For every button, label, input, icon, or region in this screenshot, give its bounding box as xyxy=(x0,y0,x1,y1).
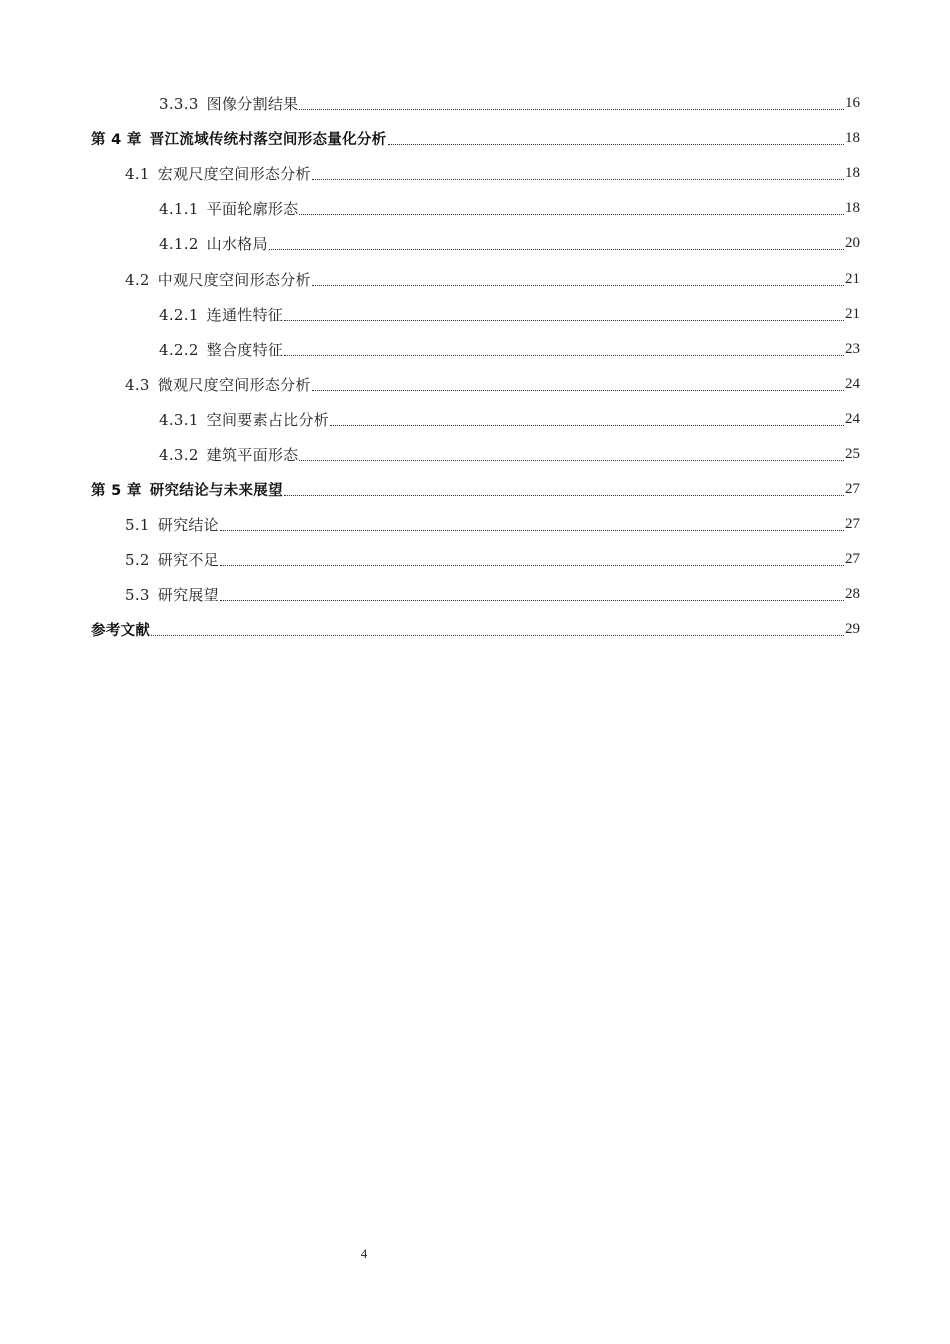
toc-entry-3-3-3[interactable] xyxy=(0,86,950,121)
toc-dot-leader xyxy=(284,495,844,496)
toc-dot-leader xyxy=(312,285,844,286)
toc-dot-leader xyxy=(388,144,845,145)
toc-section-title: 整合度特征 xyxy=(206,340,284,359)
toc-page-number: 18 xyxy=(845,165,860,182)
toc-section-title: 空间要素占比分析 xyxy=(206,410,330,429)
toc-entry-4-2-1[interactable] xyxy=(0,297,950,332)
toc-dot-leader xyxy=(312,390,844,391)
toc-dot-leader xyxy=(299,460,844,461)
toc-entry-5-1[interactable] xyxy=(0,507,950,542)
toc-entry-5-3[interactable] xyxy=(0,577,950,612)
toc-section-number: 5.3 xyxy=(125,586,150,605)
toc-entry-4-1-2[interactable] xyxy=(0,226,950,261)
toc-page-number: 18 xyxy=(845,130,860,147)
toc-section-title: 图像分割结果 xyxy=(206,95,299,114)
toc-section-title: 晋江流域传统村落空间形态量化分析 xyxy=(149,132,387,149)
table-of-contents xyxy=(0,86,950,648)
toc-section-number: 5.1 xyxy=(125,516,150,535)
toc-section-number: 4.2 xyxy=(125,270,150,289)
toc-section-title: 研究不足 xyxy=(157,551,219,570)
toc-section-number: 4.1.1 xyxy=(159,200,199,219)
toc-entry-label xyxy=(125,549,219,570)
toc-page-number: 16 xyxy=(845,95,860,112)
toc-page-number: 21 xyxy=(845,270,860,287)
page-number-footer: 4 xyxy=(360,1246,368,1261)
toc-entry-4-3[interactable] xyxy=(0,367,950,402)
toc-dot-leader xyxy=(312,179,844,180)
toc-page-number: 27 xyxy=(845,551,860,568)
toc-section-number: 4.3.1 xyxy=(159,410,199,429)
toc-section-number: 4.2.1 xyxy=(159,305,199,324)
toc-page-number: 28 xyxy=(845,586,860,603)
toc-dot-leader xyxy=(220,565,844,566)
toc-entry-label xyxy=(159,444,298,465)
toc-section-title: 研究结论 xyxy=(157,516,219,535)
toc-section-title: 微观尺度空间形态分析 xyxy=(157,375,311,394)
toc-dot-leader xyxy=(299,109,844,110)
toc-page-number: 20 xyxy=(845,235,860,252)
toc-entry-label xyxy=(91,619,150,640)
toc-page-number: 25 xyxy=(845,445,860,462)
toc-entry-label xyxy=(159,198,298,219)
toc-section-title: 连通性特征 xyxy=(206,305,284,324)
toc-section-number: 4.3 xyxy=(125,375,150,394)
toc-section-number: 第 4 章 xyxy=(91,132,142,149)
toc-entry-label xyxy=(125,269,311,290)
toc-dot-leader xyxy=(284,320,844,321)
toc-page-number: 27 xyxy=(845,481,860,498)
toc-section-number: 4.1 xyxy=(125,165,150,184)
toc-page-number: 23 xyxy=(845,340,860,357)
toc-entry-label xyxy=(159,409,329,430)
toc-section-number: 4.1.2 xyxy=(159,235,199,254)
toc-section-number: 4.3.2 xyxy=(159,445,199,464)
toc-entry-label xyxy=(125,374,311,395)
toc-dot-leader xyxy=(151,635,844,636)
toc-section-title: 平面轮廓形态 xyxy=(206,200,299,219)
toc-entry-4-3-2[interactable] xyxy=(0,437,950,472)
toc-section-title: 宏观尺度空间形态分析 xyxy=(157,165,311,184)
toc-section-title: 中观尺度空间形态分析 xyxy=(157,270,311,289)
toc-page-number: 24 xyxy=(845,410,860,427)
toc-entry-label xyxy=(91,479,283,500)
toc-dot-leader xyxy=(220,600,844,601)
toc-entry-4-3-1[interactable] xyxy=(0,402,950,437)
toc-entry-5-2[interactable] xyxy=(0,542,950,577)
toc-page-number: 18 xyxy=(845,200,860,217)
toc-entry-label xyxy=(159,233,268,254)
toc-entry-label xyxy=(91,128,387,149)
toc-entry-references[interactable] xyxy=(0,612,950,647)
toc-page-number: 27 xyxy=(845,516,860,533)
toc-entry-4-1[interactable] xyxy=(0,156,950,191)
toc-dot-leader xyxy=(220,530,844,531)
toc-page-number: 29 xyxy=(845,621,860,638)
toc-dot-leader xyxy=(284,355,844,356)
toc-entry-label xyxy=(125,163,311,184)
toc-page-number: 21 xyxy=(845,305,860,322)
toc-entry-label xyxy=(159,93,298,114)
toc-dot-leader xyxy=(269,249,844,250)
toc-section-number: 5.2 xyxy=(125,551,150,570)
toc-section-title: 山水格局 xyxy=(206,235,268,254)
toc-section-number: 4.2.2 xyxy=(159,340,199,359)
toc-section-number: 3.3.3 xyxy=(159,95,199,114)
toc-section-title: 参考文献 xyxy=(91,623,151,640)
toc-dot-leader xyxy=(330,425,844,426)
toc-page-number: 24 xyxy=(845,375,860,392)
toc-section-title: 研究结论与未来展望 xyxy=(149,483,283,500)
toc-dot-leader xyxy=(299,214,844,215)
toc-entry-chapter-4[interactable] xyxy=(0,121,950,156)
toc-entry-label xyxy=(125,514,219,535)
toc-section-title: 建筑平面形态 xyxy=(206,445,299,464)
toc-section-number: 第 5 章 xyxy=(91,483,142,500)
toc-entry-chapter-5[interactable] xyxy=(0,472,950,507)
toc-entry-4-2-2[interactable] xyxy=(0,332,950,367)
toc-entry-label xyxy=(125,584,219,605)
toc-entry-4-1-1[interactable] xyxy=(0,191,950,226)
toc-entry-label xyxy=(159,304,283,325)
toc-section-title: 研究展望 xyxy=(157,586,219,605)
toc-entry-label xyxy=(159,339,283,360)
toc-entry-4-2[interactable] xyxy=(0,261,950,296)
